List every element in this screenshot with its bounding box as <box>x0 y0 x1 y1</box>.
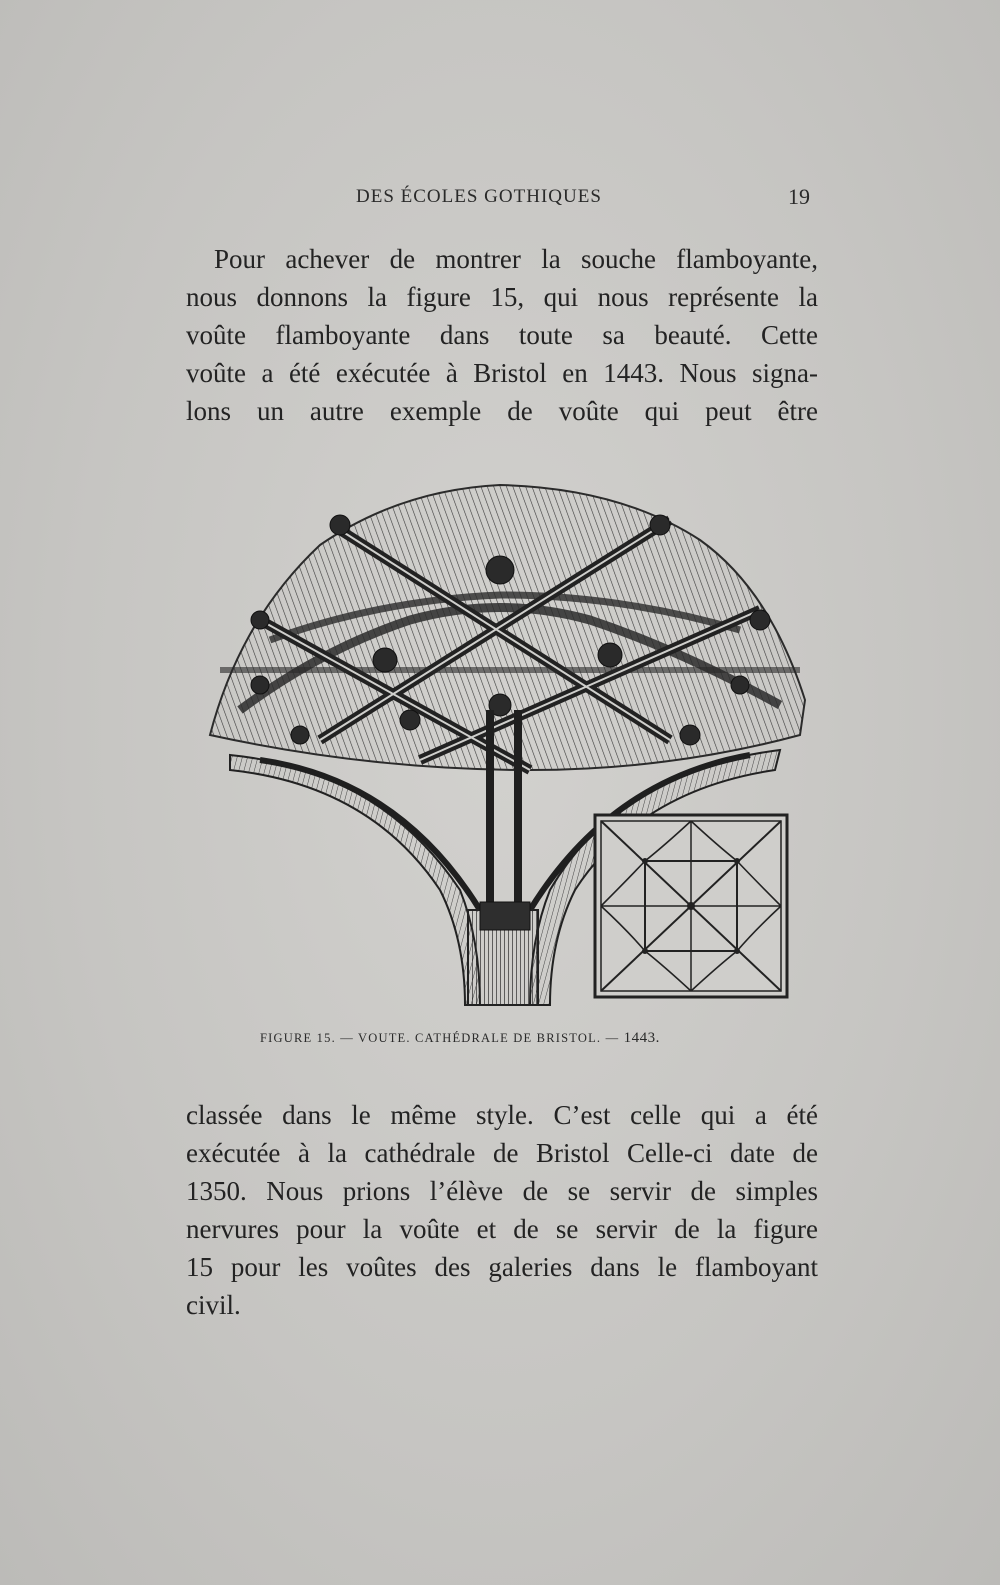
text-line: lons un autre exemple de voûte qui peut être <box>186 396 818 426</box>
text-line: 15 pour les voûtes des galeries dans le flamboyant <box>186 1252 818 1282</box>
running-title: DES ÉCOLES GOTHIQUES <box>356 186 602 207</box>
text-line: nous donnons la figure 15, qui nous représente la <box>186 282 818 312</box>
vault-plan-inset <box>595 815 787 997</box>
text-line: voûte a été exécutée à Bristol en 1443. Nous signa- <box>186 358 818 388</box>
text-line: 1350. Nous prions l’élève de se servir de simples <box>186 1176 818 1206</box>
text-line: nervures pour la voûte et de se servir de la figure <box>186 1214 818 1244</box>
text-line: exécutée à la cathédrale de Bristol Celle-ci date de <box>186 1138 818 1168</box>
figure-caption <box>260 1030 660 1047</box>
vault-engraving-illustration <box>200 470 815 1010</box>
text-line: civil. <box>186 1290 241 1320</box>
text-line: classée dans le même style. C’est celle qui a été <box>186 1100 818 1130</box>
page-number: 19 <box>788 184 810 209</box>
text-line: voûte flamboyante dans toute sa beauté. Cette <box>186 320 818 350</box>
paragraph-bottom <box>186 1096 818 1324</box>
caption-label: FIGURE 15. — VOUTE. CATHÉDRALE DE BRISTOL. — <box>260 1031 620 1045</box>
vault-engraving-figure <box>200 470 815 1010</box>
vault-canopy <box>210 485 805 770</box>
text-line: Pour achever de montrer la souche flamboyante, <box>214 244 818 274</box>
caption-year: 1443. <box>623 1030 660 1046</box>
paragraph-top <box>186 240 818 430</box>
